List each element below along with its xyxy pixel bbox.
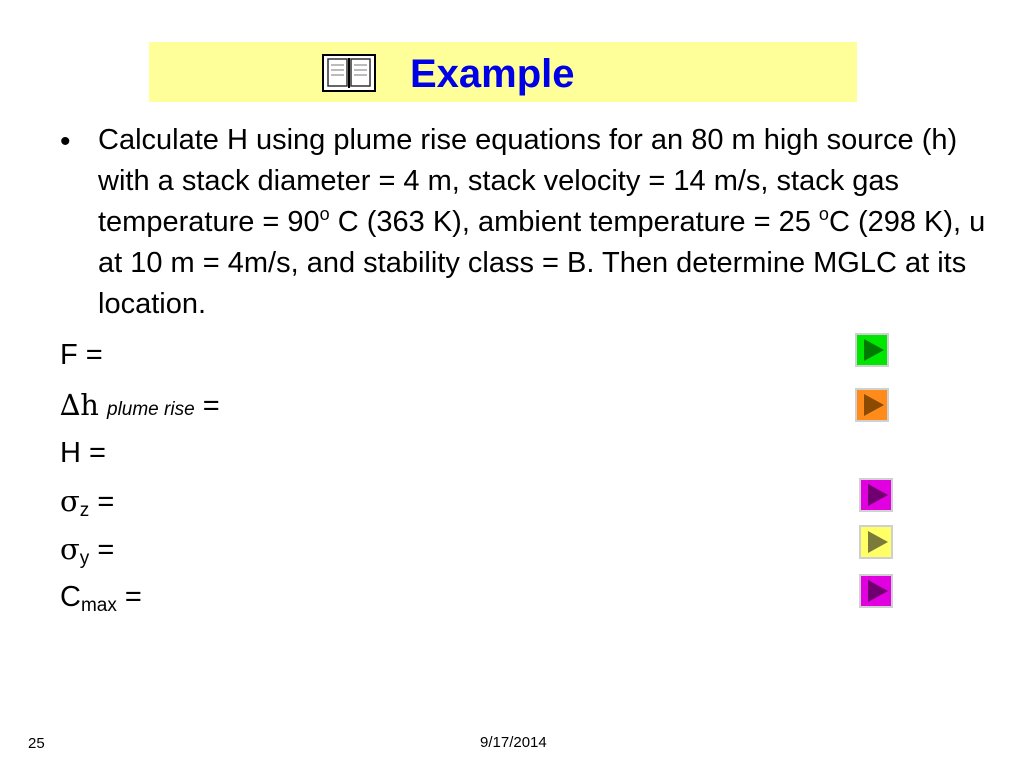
equation-c-max	[60, 577, 142, 617]
equation-equals: =	[77, 339, 103, 371]
play-icon	[868, 580, 888, 602]
statement-part-1: Calculate H using plume rise equations for an 80 m high source (h) with a stack diameter = 4 m, stack velocity = 14 m/s, stack gas temperature = 90	[98, 124, 958, 238]
play-button-sigma-y[interactable]	[859, 525, 893, 559]
equation-symbol: C	[60, 581, 81, 613]
play-button-delta-h[interactable]	[855, 388, 889, 422]
equation-subscript: y	[79, 548, 90, 569]
equation-delta-h	[60, 385, 220, 430]
equation-equals: =	[89, 534, 115, 566]
bullet-marker: •	[60, 125, 71, 158]
statement-part-2: C (363 K), ambient temperature = 25	[329, 206, 819, 238]
equation-symbol: F	[60, 339, 78, 371]
play-icon	[864, 339, 884, 361]
play-icon	[868, 484, 888, 506]
equation-sigma-z	[60, 481, 114, 522]
equation-symbol: σ	[60, 484, 80, 518]
problem-statement	[98, 120, 988, 325]
play-icon	[864, 394, 884, 416]
degree-superscript-1: o	[319, 204, 330, 224]
equation-equals: =	[194, 390, 220, 422]
equation-equals: =	[89, 486, 115, 518]
equation-equals: =	[80, 437, 106, 469]
statement-part-3: C (298 K), u at 10 m = 4m/s, and stability class = B. Then determine MGLC at its location.	[98, 206, 986, 320]
play-button-f[interactable]	[855, 333, 889, 367]
equation-symbol: σ	[60, 532, 80, 566]
equation-equals: =	[116, 581, 142, 613]
equation-sigma-y	[60, 529, 114, 570]
slide-number: 25	[28, 735, 45, 752]
degree-superscript-2: o	[818, 204, 829, 224]
equation-subscript-label: plume rise	[107, 399, 195, 420]
equation-f	[60, 335, 103, 375]
slide-title: Example	[410, 52, 575, 96]
play-button-sigma-z[interactable]	[859, 478, 893, 512]
equation-symbol: ∆h	[60, 388, 99, 422]
open-book-icon	[322, 54, 376, 92]
equation-h	[60, 433, 106, 473]
equation-symbol: H	[60, 437, 81, 469]
equation-subscript: z	[79, 500, 90, 521]
play-icon	[868, 531, 888, 553]
equation-subscript: max	[80, 595, 117, 616]
play-button-c-max[interactable]	[859, 574, 893, 608]
slide-date: 9/17/2014	[480, 734, 547, 751]
